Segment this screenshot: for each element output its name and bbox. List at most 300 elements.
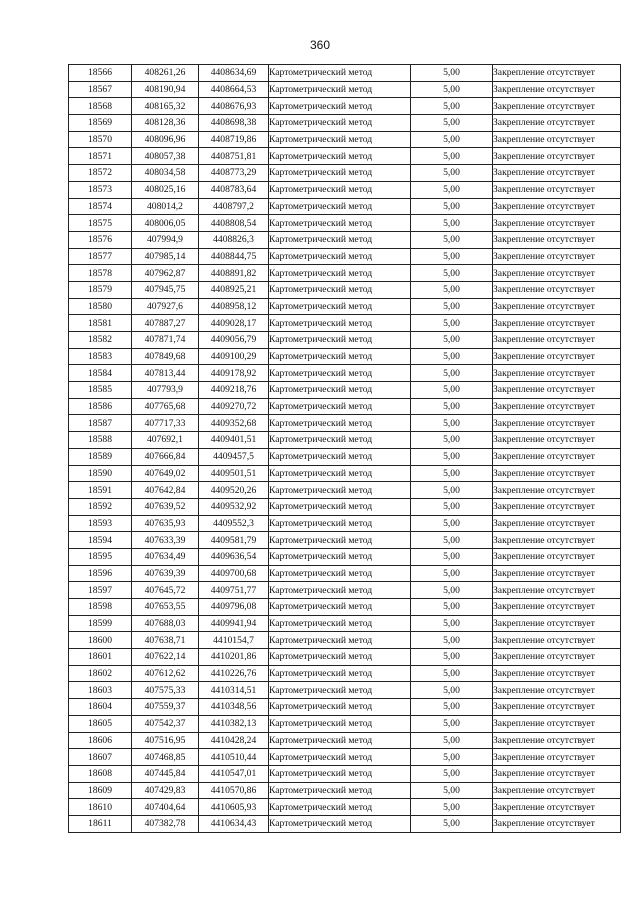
table-row: [69, 682, 621, 699]
method-cell: Картометрический метод: [269, 332, 411, 349]
y-coordinate-cell: 4408719,86: [199, 131, 269, 148]
fixing-cell: Закрепление отсутствует: [493, 699, 621, 716]
table-row: [69, 715, 621, 732]
fixing-cell: Закрепление отсутствует: [493, 565, 621, 582]
fixing-cell: Закрепление отсутствует: [493, 81, 621, 98]
y-coordinate-cell: 4409401,51: [199, 432, 269, 449]
table-row: [69, 749, 621, 766]
table-row: [69, 181, 621, 198]
y-coordinate-cell: 4408634,69: [199, 65, 269, 82]
point-number-cell: 18596: [69, 565, 132, 582]
fixing-cell: Закрепление отсутствует: [493, 148, 621, 165]
x-coordinate-cell: 407871,74: [132, 332, 199, 349]
fixing-cell: Закрепление отсутствует: [493, 131, 621, 148]
point-number-cell: 18611: [69, 815, 132, 832]
error-cell: 5,00: [411, 548, 493, 565]
y-coordinate-cell: 4409056,79: [199, 332, 269, 349]
point-number-cell: 18574: [69, 198, 132, 215]
x-coordinate-cell: 407985,14: [132, 248, 199, 265]
x-coordinate-cell: 407849,68: [132, 348, 199, 365]
error-cell: 5,00: [411, 699, 493, 716]
fixing-cell: Закрепление отсутствует: [493, 365, 621, 382]
method-cell: Картометрический метод: [269, 815, 411, 832]
table-row: [69, 482, 621, 499]
point-number-cell: 18602: [69, 665, 132, 682]
point-number-cell: 18587: [69, 415, 132, 432]
error-cell: 5,00: [411, 649, 493, 666]
error-cell: 5,00: [411, 81, 493, 98]
table-row: [69, 799, 621, 816]
point-number-cell: 18567: [69, 81, 132, 98]
error-cell: 5,00: [411, 265, 493, 282]
table-row: [69, 415, 621, 432]
point-number-cell: 18570: [69, 131, 132, 148]
table-row: [69, 649, 621, 666]
method-cell: Картометрический метод: [269, 131, 411, 148]
y-coordinate-cell: 4410547,01: [199, 765, 269, 782]
fixing-cell: Закрепление отсутствует: [493, 415, 621, 432]
y-coordinate-cell: 4409352,68: [199, 415, 269, 432]
fixing-cell: Закрепление отсутствует: [493, 198, 621, 215]
y-coordinate-cell: 4410382,13: [199, 715, 269, 732]
method-cell: Картометрический метод: [269, 81, 411, 98]
y-coordinate-cell: 4408925,21: [199, 281, 269, 298]
method-cell: Картометрический метод: [269, 315, 411, 332]
y-coordinate-cell: 4408844,75: [199, 248, 269, 265]
point-number-cell: 18601: [69, 649, 132, 666]
table-row: [69, 432, 621, 449]
x-coordinate-cell: 407692,1: [132, 432, 199, 449]
table-row: [69, 599, 621, 616]
y-coordinate-cell: 4408751,81: [199, 148, 269, 165]
fixing-cell: Закрепление отсутствует: [493, 649, 621, 666]
table-body: [69, 65, 621, 833]
table-row: [69, 398, 621, 415]
fixing-cell: Закрепление отсутствует: [493, 315, 621, 332]
y-coordinate-cell: 4408773,29: [199, 165, 269, 182]
table-row: [69, 532, 621, 549]
method-cell: Картометрический метод: [269, 665, 411, 682]
fixing-cell: Закрепление отсутствует: [493, 348, 621, 365]
method-cell: Картометрический метод: [269, 749, 411, 766]
y-coordinate-cell: 4408808,54: [199, 215, 269, 232]
y-coordinate-cell: 4408891,82: [199, 265, 269, 282]
fixing-cell: Закрепление отсутствует: [493, 532, 621, 549]
y-coordinate-cell: 4409636,54: [199, 548, 269, 565]
x-coordinate-cell: 408165,32: [132, 98, 199, 115]
x-coordinate-cell: 407927,6: [132, 298, 199, 315]
error-cell: 5,00: [411, 615, 493, 632]
x-coordinate-cell: 407404,64: [132, 799, 199, 816]
error-cell: 5,00: [411, 115, 493, 132]
method-cell: Картометрический метод: [269, 231, 411, 248]
error-cell: 5,00: [411, 532, 493, 549]
x-coordinate-cell: 407633,39: [132, 532, 199, 549]
y-coordinate-cell: 4409520,26: [199, 482, 269, 499]
x-coordinate-cell: 407645,72: [132, 582, 199, 599]
fixing-cell: Закрепление отсутствует: [493, 615, 621, 632]
y-coordinate-cell: 4409457,5: [199, 448, 269, 465]
table-row: [69, 231, 621, 248]
error-cell: 5,00: [411, 599, 493, 616]
table-row: [69, 815, 621, 832]
fixing-cell: Закрепление отсутствует: [493, 799, 621, 816]
table-row: [69, 382, 621, 399]
fixing-cell: Закрепление отсутствует: [493, 298, 621, 315]
fixing-cell: Закрепление отсутствует: [493, 248, 621, 265]
y-coordinate-cell: 4409178,92: [199, 365, 269, 382]
y-coordinate-cell: 4410634,43: [199, 815, 269, 832]
error-cell: 5,00: [411, 248, 493, 265]
y-coordinate-cell: 4410201,86: [199, 649, 269, 666]
fixing-cell: Закрепление отсутствует: [493, 715, 621, 732]
table-row: [69, 465, 621, 482]
fixing-cell: Закрепление отсутствует: [493, 432, 621, 449]
error-cell: 5,00: [411, 448, 493, 465]
point-number-cell: 18579: [69, 281, 132, 298]
point-number-cell: 18593: [69, 515, 132, 532]
point-number-cell: 18607: [69, 749, 132, 766]
page-number: 360: [309, 38, 331, 52]
x-coordinate-cell: 407666,84: [132, 448, 199, 465]
error-cell: 5,00: [411, 498, 493, 515]
table-row: [69, 732, 621, 749]
method-cell: Картометрический метод: [269, 65, 411, 82]
x-coordinate-cell: 407445,84: [132, 765, 199, 782]
error-cell: 5,00: [411, 565, 493, 582]
table-row: [69, 248, 621, 265]
method-cell: Картометрический метод: [269, 348, 411, 365]
method-cell: Картометрический метод: [269, 515, 411, 532]
fixing-cell: Закрепление отсутствует: [493, 398, 621, 415]
error-cell: 5,00: [411, 465, 493, 482]
fixing-cell: Закрепление отсутствует: [493, 632, 621, 649]
error-cell: 5,00: [411, 215, 493, 232]
table-row: [69, 765, 621, 782]
x-coordinate-cell: 408128,36: [132, 115, 199, 132]
y-coordinate-cell: 4408826,3: [199, 231, 269, 248]
method-cell: Картометрический метод: [269, 265, 411, 282]
method-cell: Картометрический метод: [269, 465, 411, 482]
x-coordinate-cell: 407468,85: [132, 749, 199, 766]
table-row: [69, 65, 621, 82]
x-coordinate-cell: 407429,83: [132, 782, 199, 799]
error-cell: 5,00: [411, 682, 493, 699]
point-number-cell: 18589: [69, 448, 132, 465]
table-row: [69, 565, 621, 582]
method-cell: Картометрический метод: [269, 98, 411, 115]
y-coordinate-cell: 4410314,51: [199, 682, 269, 699]
fixing-cell: Закрепление отсутствует: [493, 582, 621, 599]
y-coordinate-cell: 4410510,44: [199, 749, 269, 766]
table-row: [69, 332, 621, 349]
coordinates-table: [68, 64, 621, 833]
error-cell: 5,00: [411, 715, 493, 732]
point-number-cell: 18610: [69, 799, 132, 816]
point-number-cell: 18592: [69, 498, 132, 515]
point-number-cell: 18600: [69, 632, 132, 649]
fixing-cell: Закрепление отсутствует: [493, 732, 621, 749]
error-cell: 5,00: [411, 198, 493, 215]
table-row: [69, 198, 621, 215]
method-cell: Картометрический метод: [269, 198, 411, 215]
point-number-cell: 18609: [69, 782, 132, 799]
fixing-cell: Закрепление отсутствует: [493, 782, 621, 799]
method-cell: Картометрический метод: [269, 715, 411, 732]
error-cell: 5,00: [411, 665, 493, 682]
error-cell: 5,00: [411, 582, 493, 599]
point-number-cell: 18585: [69, 382, 132, 399]
point-number-cell: 18571: [69, 148, 132, 165]
error-cell: 5,00: [411, 98, 493, 115]
x-coordinate-cell: 407994,9: [132, 231, 199, 248]
method-cell: Картометрический метод: [269, 448, 411, 465]
fixing-cell: Закрепление отсутствует: [493, 498, 621, 515]
y-coordinate-cell: 4409552,3: [199, 515, 269, 532]
x-coordinate-cell: 407559,37: [132, 699, 199, 716]
method-cell: Картометрический метод: [269, 215, 411, 232]
x-coordinate-cell: 408057,38: [132, 148, 199, 165]
method-cell: Картометрический метод: [269, 582, 411, 599]
x-coordinate-cell: 408034,58: [132, 165, 199, 182]
fixing-cell: Закрепление отсутствует: [493, 815, 621, 832]
method-cell: Картометрический метод: [269, 432, 411, 449]
method-cell: Картометрический метод: [269, 415, 411, 432]
table-row: [69, 148, 621, 165]
x-coordinate-cell: 407639,39: [132, 565, 199, 582]
y-coordinate-cell: 4410226,76: [199, 665, 269, 682]
x-coordinate-cell: 407516,95: [132, 732, 199, 749]
error-cell: 5,00: [411, 815, 493, 832]
fixing-cell: Закрепление отсутствует: [493, 65, 621, 82]
fixing-cell: Закрепление отсутствует: [493, 515, 621, 532]
method-cell: Картометрический метод: [269, 482, 411, 499]
x-coordinate-cell: 408261,26: [132, 65, 199, 82]
x-coordinate-cell: 407653,55: [132, 599, 199, 616]
method-cell: Картометрический метод: [269, 548, 411, 565]
method-cell: Картометрический метод: [269, 281, 411, 298]
error-cell: 5,00: [411, 515, 493, 532]
method-cell: Картометрический метод: [269, 615, 411, 632]
method-cell: Картометрический метод: [269, 115, 411, 132]
y-coordinate-cell: 4408676,93: [199, 98, 269, 115]
fixing-cell: Закрепление отсутствует: [493, 115, 621, 132]
table-row: [69, 81, 621, 98]
fixing-cell: Закрепление отсутствует: [493, 665, 621, 682]
x-coordinate-cell: 407639,52: [132, 498, 199, 515]
x-coordinate-cell: 407642,84: [132, 482, 199, 499]
table-row: [69, 165, 621, 182]
point-number-cell: 18573: [69, 181, 132, 198]
method-cell: Картометрический метод: [269, 398, 411, 415]
x-coordinate-cell: 407575,33: [132, 682, 199, 699]
point-number-cell: 18580: [69, 298, 132, 315]
method-cell: Картометрический метод: [269, 682, 411, 699]
error-cell: 5,00: [411, 432, 493, 449]
x-coordinate-cell: 407382,78: [132, 815, 199, 832]
point-number-cell: 18578: [69, 265, 132, 282]
error-cell: 5,00: [411, 482, 493, 499]
method-cell: Картометрический метод: [269, 248, 411, 265]
method-cell: Картометрический метод: [269, 165, 411, 182]
point-number-cell: 18568: [69, 98, 132, 115]
point-number-cell: 18588: [69, 432, 132, 449]
point-number-cell: 18608: [69, 765, 132, 782]
y-coordinate-cell: 4410570,86: [199, 782, 269, 799]
point-number-cell: 18576: [69, 231, 132, 248]
x-coordinate-cell: 407688,03: [132, 615, 199, 632]
fixing-cell: Закрепление отсутствует: [493, 281, 621, 298]
method-cell: Картометрический метод: [269, 799, 411, 816]
point-number-cell: 18595: [69, 548, 132, 565]
table-row: [69, 582, 621, 599]
table-row: [69, 115, 621, 132]
y-coordinate-cell: 4410348,56: [199, 699, 269, 716]
error-cell: 5,00: [411, 382, 493, 399]
fixing-cell: Закрепление отсутствует: [493, 682, 621, 699]
method-cell: Картометрический метод: [269, 649, 411, 666]
error-cell: 5,00: [411, 632, 493, 649]
method-cell: Картометрический метод: [269, 298, 411, 315]
fixing-cell: Закрепление отсутствует: [493, 265, 621, 282]
x-coordinate-cell: 407635,93: [132, 515, 199, 532]
x-coordinate-cell: 408025,16: [132, 181, 199, 198]
method-cell: Картометрический метод: [269, 498, 411, 515]
fixing-cell: Закрепление отсутствует: [493, 482, 621, 499]
y-coordinate-cell: 4408783,64: [199, 181, 269, 198]
error-cell: 5,00: [411, 365, 493, 382]
point-number-cell: 18590: [69, 465, 132, 482]
y-coordinate-cell: 4409796,08: [199, 599, 269, 616]
error-cell: 5,00: [411, 165, 493, 182]
table-row: [69, 365, 621, 382]
method-cell: Картометрический метод: [269, 565, 411, 582]
point-number-cell: 18581: [69, 315, 132, 332]
error-cell: 5,00: [411, 348, 493, 365]
fixing-cell: Закрепление отсутствует: [493, 599, 621, 616]
table-row: [69, 615, 621, 632]
table-row: [69, 298, 621, 315]
error-cell: 5,00: [411, 131, 493, 148]
x-coordinate-cell: 407649,02: [132, 465, 199, 482]
table-row: [69, 782, 621, 799]
y-coordinate-cell: 4409751,77: [199, 582, 269, 599]
point-number-cell: 18586: [69, 398, 132, 415]
x-coordinate-cell: 407887,27: [132, 315, 199, 332]
x-coordinate-cell: 407813,44: [132, 365, 199, 382]
fixing-cell: Закрепление отсутствует: [493, 382, 621, 399]
x-coordinate-cell: 407962,87: [132, 265, 199, 282]
error-cell: 5,00: [411, 732, 493, 749]
error-cell: 5,00: [411, 181, 493, 198]
x-coordinate-cell: 407542,37: [132, 715, 199, 732]
y-coordinate-cell: 4409501,51: [199, 465, 269, 482]
error-cell: 5,00: [411, 765, 493, 782]
y-coordinate-cell: 4409581,79: [199, 532, 269, 549]
table-row: [69, 265, 621, 282]
y-coordinate-cell: 4409700,68: [199, 565, 269, 582]
point-number-cell: 18594: [69, 532, 132, 549]
x-coordinate-cell: 407717,33: [132, 415, 199, 432]
table-row: [69, 215, 621, 232]
fixing-cell: Закрепление отсутствует: [493, 98, 621, 115]
point-number-cell: 18603: [69, 682, 132, 699]
table-row: [69, 699, 621, 716]
x-coordinate-cell: 407638,71: [132, 632, 199, 649]
point-number-cell: 18583: [69, 348, 132, 365]
point-number-cell: 18604: [69, 699, 132, 716]
error-cell: 5,00: [411, 231, 493, 248]
y-coordinate-cell: 4410428,24: [199, 732, 269, 749]
y-coordinate-cell: 4409270,72: [199, 398, 269, 415]
y-coordinate-cell: 4409941,94: [199, 615, 269, 632]
fixing-cell: Закрепление отсутствует: [493, 465, 621, 482]
y-coordinate-cell: 4410605,93: [199, 799, 269, 816]
x-coordinate-cell: 407945,75: [132, 281, 199, 298]
x-coordinate-cell: 408014,2: [132, 198, 199, 215]
error-cell: 5,00: [411, 398, 493, 415]
method-cell: Картометрический метод: [269, 699, 411, 716]
fixing-cell: Закрепление отсутствует: [493, 181, 621, 198]
y-coordinate-cell: 4409100,29: [199, 348, 269, 365]
point-number-cell: 18597: [69, 582, 132, 599]
x-coordinate-cell: 408006,05: [132, 215, 199, 232]
point-number-cell: 18599: [69, 615, 132, 632]
table-row: [69, 448, 621, 465]
y-coordinate-cell: 4408664,53: [199, 81, 269, 98]
x-coordinate-cell: 408096,96: [132, 131, 199, 148]
error-cell: 5,00: [411, 298, 493, 315]
y-coordinate-cell: 4409028,17: [199, 315, 269, 332]
error-cell: 5,00: [411, 782, 493, 799]
point-number-cell: 18569: [69, 115, 132, 132]
x-coordinate-cell: 407634,49: [132, 548, 199, 565]
x-coordinate-cell: 408190,94: [132, 81, 199, 98]
x-coordinate-cell: 407765,68: [132, 398, 199, 415]
point-number-cell: 18598: [69, 599, 132, 616]
method-cell: Картометрический метод: [269, 599, 411, 616]
error-cell: 5,00: [411, 799, 493, 816]
error-cell: 5,00: [411, 148, 493, 165]
point-number-cell: 18577: [69, 248, 132, 265]
method-cell: Картометрический метод: [269, 382, 411, 399]
point-number-cell: 18591: [69, 482, 132, 499]
method-cell: Картометрический метод: [269, 148, 411, 165]
x-coordinate-cell: 407612,62: [132, 665, 199, 682]
fixing-cell: Закрепление отсутствует: [493, 231, 621, 248]
table-row: [69, 315, 621, 332]
y-coordinate-cell: 4408958,12: [199, 298, 269, 315]
y-coordinate-cell: 4408698,38: [199, 115, 269, 132]
table-row: [69, 348, 621, 365]
table-row: [69, 498, 621, 515]
fixing-cell: Закрепление отсутствует: [493, 765, 621, 782]
fixing-cell: Закрепление отсутствует: [493, 548, 621, 565]
error-cell: 5,00: [411, 749, 493, 766]
point-number-cell: 18582: [69, 332, 132, 349]
y-coordinate-cell: 4408797,2: [199, 198, 269, 215]
y-coordinate-cell: 4410154,7: [199, 632, 269, 649]
method-cell: Картометрический метод: [269, 632, 411, 649]
error-cell: 5,00: [411, 315, 493, 332]
y-coordinate-cell: 4409218,76: [199, 382, 269, 399]
table-row: [69, 665, 621, 682]
error-cell: 5,00: [411, 281, 493, 298]
method-cell: Картометрический метод: [269, 732, 411, 749]
table-row: [69, 548, 621, 565]
error-cell: 5,00: [411, 65, 493, 82]
y-coordinate-cell: 4409532,92: [199, 498, 269, 515]
